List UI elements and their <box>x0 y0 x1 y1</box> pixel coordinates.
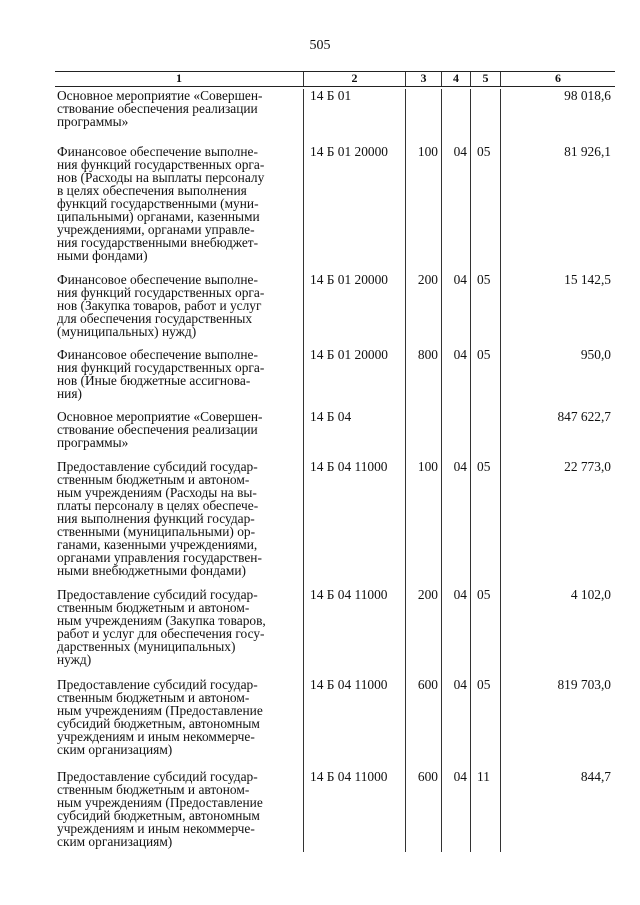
row-rz-cell <box>441 89 470 145</box>
row-name-cell: Основное мероприятие «Совершен- ствование обеспечения реализации программы» <box>57 88 263 129</box>
row-pr-cell: 05 <box>470 348 500 410</box>
row-pr-cell: 11 <box>470 770 500 852</box>
table-body <box>55 87 615 852</box>
header-col-1: 1 <box>176 71 182 85</box>
table-row <box>55 348 615 410</box>
row-sum-cell: 4 102,0 <box>500 588 615 678</box>
row-sum-cell: 15 142,5 <box>500 273 615 348</box>
row-pr-cell <box>470 410 500 460</box>
header-col-6: 6 <box>500 72 615 86</box>
row-code-cell: 14 Б 01 20000 <box>303 145 405 273</box>
row-code-cell: 14 Б 01 20000 <box>303 273 405 348</box>
table-row <box>55 678 615 770</box>
table-row <box>55 145 615 273</box>
row-name-cell: Предоставление субсидий государ- ственным бюджетным и автоном- ным учреждениям (Расходы на вы- платы персоналу в целях обеспече- ния выполнения функций государ- ственными (муниципальными) ор- ганами, казенными учреждениями, органами управления государствен- ными внебюджетными фондами) <box>57 459 262 578</box>
row-name-cell: Предоставление субсидий государ- ственным бюджетным и автоном- ным учреждениям (Предоставление субсидий бюджетным, автономным учреждениям и иным некоммерче- ским организациям) <box>57 769 263 849</box>
row-pr-cell: 05 <box>470 588 500 678</box>
row-vr-cell: 200 <box>405 588 441 678</box>
header-col-5: 5 <box>470 72 500 86</box>
row-rz-cell: 04 <box>441 273 470 348</box>
row-rz-cell: 04 <box>441 770 470 852</box>
table-row <box>55 588 615 678</box>
row-vr-cell: 600 <box>405 678 441 770</box>
header-col-3: 3 <box>405 72 441 86</box>
table-row <box>55 273 615 348</box>
row-vr-cell <box>405 89 441 145</box>
row-sum-cell: 819 703,0 <box>500 678 615 770</box>
table-row <box>55 87 615 145</box>
row-vr-cell: 100 <box>405 460 441 588</box>
row-pr-cell: 05 <box>470 678 500 770</box>
row-vr-cell: 200 <box>405 273 441 348</box>
row-name-cell: Финансовое обеспечение выполне- ния функций государственных орга- нов (Иные бюджетные ассигнова- ния) <box>57 347 265 401</box>
row-name-cell: Предоставление субсидий государ- ственным бюджетным и автоном- ным учреждениям (Закупка товаров, работ и услуг для обеспечения госу- дарственных (муниципальных) нужд) <box>57 587 266 667</box>
row-pr-cell: 05 <box>470 273 500 348</box>
row-rz-cell: 04 <box>441 460 470 588</box>
table-header-row <box>55 72 615 87</box>
row-code-cell: 14 Б 04 11000 <box>303 678 405 770</box>
row-name-cell: Предоставление субсидий государ- ственным бюджетным и автоном- ным учреждениям (Предоставление субсидий бюджетным, автономным учреждениям и иным некоммерче- ским организациям) <box>57 677 263 757</box>
row-code-cell: 14 Б 01 <box>303 89 405 145</box>
row-name-cell: Основное мероприятие «Совершен- ствование обеспечения реализации программы» <box>57 409 263 450</box>
row-pr-cell: 05 <box>470 460 500 588</box>
row-vr-cell: 800 <box>405 348 441 410</box>
row-rz-cell: 04 <box>441 678 470 770</box>
row-pr-cell <box>470 89 500 145</box>
row-sum-cell: 950,0 <box>500 348 615 410</box>
row-name-cell: Финансовое обеспечение выполне- ния функций государственных орга- нов (Закупка товаров, работ и услуг для обеспечения государственных (муниципальных) нужд) <box>57 272 265 339</box>
header-col-4: 4 <box>441 72 470 86</box>
row-rz-cell: 04 <box>441 145 470 273</box>
table-row <box>55 410 615 460</box>
header-col-2: 2 <box>303 72 405 86</box>
row-vr-cell: 100 <box>405 145 441 273</box>
row-rz-cell <box>441 410 470 460</box>
row-sum-cell: 844,7 <box>500 770 615 852</box>
row-name-cell: Финансовое обеспечение выполне- ния функций государственных орга- нов (Расходы на выплаты персоналу в целях обеспечения выполнения функций государственными (муни- ципальными) органами, казенными учреждениями, органами управле- ния государственными внебюджет- ными фондами) <box>57 144 265 263</box>
table-row <box>55 770 615 852</box>
row-code-cell: 14 Б 04 11000 <box>303 588 405 678</box>
row-sum-cell: 22 773,0 <box>500 460 615 588</box>
row-code-cell: 14 Б 01 20000 <box>303 348 405 410</box>
row-vr-cell: 600 <box>405 770 441 852</box>
budget-table <box>55 71 615 852</box>
row-sum-cell: 81 926,1 <box>500 145 615 273</box>
table-row <box>55 460 615 588</box>
row-vr-cell <box>405 410 441 460</box>
row-code-cell: 14 Б 04 11000 <box>303 460 405 588</box>
row-rz-cell: 04 <box>441 588 470 678</box>
row-rz-cell: 04 <box>441 348 470 410</box>
page-number: 505 <box>309 38 331 53</box>
row-sum-cell: 847 622,7 <box>500 410 615 460</box>
row-sum-cell: 98 018,6 <box>500 89 615 145</box>
row-code-cell: 14 Б 04 <box>303 410 405 460</box>
row-pr-cell: 05 <box>470 145 500 273</box>
row-code-cell: 14 Б 04 11000 <box>303 770 405 852</box>
